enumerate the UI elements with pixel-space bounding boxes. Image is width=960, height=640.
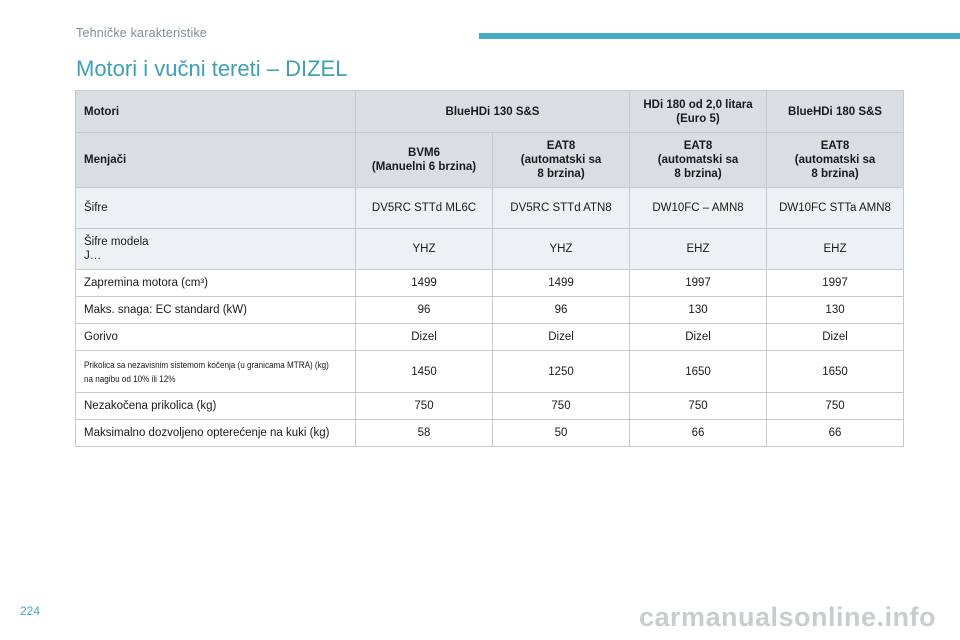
row-label-line: Prikolica sa nezavisnim sistemom kočenja (u granicama MTRA) (kg) [84,359,329,370]
row-label-line: na nagibu od 10% ili 12% [84,373,176,384]
table-row-kuka [76,420,904,447]
table-cell: 1997 [630,270,767,297]
table-cell: EHZ [767,229,904,270]
table-row-prikolica-kocena [76,351,904,393]
table-cell: 96 [356,297,493,324]
gearbox-line: 8 brzina) [674,168,722,180]
section-label: Tehničke karakteristike [76,26,208,40]
table-cell: 1499 [356,270,493,297]
row-label [76,351,356,393]
table-cell: 130 [630,297,767,324]
gearbox-line: (automatski sa [657,154,739,166]
table-cell: 1250 [493,351,630,393]
table-cell: 750 [356,393,493,420]
gearbox-line: 8 brzina) [537,168,585,180]
table-cell: 750 [630,393,767,420]
page-number: 224 [20,604,41,618]
page-title: Motori i vučni tereti – DIZEL [76,56,348,81]
table-cell: 1650 [630,351,767,393]
row-label: Menjači [76,133,356,188]
table-cell: DV5RC STTd ML6C [356,188,493,229]
header-cell-hdi-180 [630,91,767,133]
table-cell: 1650 [767,351,904,393]
table-row-nezakocena [76,393,904,420]
row-label-line: J… [84,250,102,262]
table-cell: 750 [767,393,904,420]
gearbox-line: EAT8 [546,140,576,152]
table-header-row [76,91,904,133]
table-cell: Dizel [630,324,767,351]
engine-spec-table [75,90,904,447]
gearbox-line: BVM6 [408,147,440,159]
header-cell-line: (Euro 5) [676,112,720,125]
accent-bar [479,33,960,39]
header-cell-bluehdi-180: BlueHDi 180 S&S [767,91,904,133]
table-row-sifre-modela [76,229,904,270]
gearbox-cell [767,133,904,188]
table-cell: 1997 [767,270,904,297]
header-cell-line: HDi 180 od 2,0 litara [643,98,753,111]
table-row-zapremina [76,270,904,297]
table-row-sifre [76,188,904,229]
table-cell: Dizel [493,324,630,351]
row-label: Nezakočena prikolica (kg) [76,393,356,420]
table-cell: Dizel [356,324,493,351]
table-cell: DV5RC STTd ATN8 [493,188,630,229]
table-cell: Dizel [767,324,904,351]
gearbox-line: EAT8 [820,140,850,152]
table-cell: DW10FC – AMN8 [630,188,767,229]
gearbox-line: (Manuelni 6 brzina) [371,161,477,173]
table-cell: 66 [767,420,904,447]
table-cell: 66 [630,420,767,447]
table-row-menjaci [76,133,904,188]
gearbox-cell [356,133,493,188]
gearbox-line: (automatski sa [520,154,602,166]
watermark: carmanualsonline.info [638,602,936,632]
table-cell: 58 [356,420,493,447]
gearbox-line: 8 brzina) [811,168,859,180]
table-cell: YHZ [493,229,630,270]
table-cell: 1499 [493,270,630,297]
table-cell: 130 [767,297,904,324]
header-cell-motori: Motori [76,91,356,133]
table-cell: 96 [493,297,630,324]
table-cell: DW10FC STTa AMN8 [767,188,904,229]
table-cell: 50 [493,420,630,447]
table-cell: EHZ [630,229,767,270]
row-label: Zapremina motora (cm³) [76,270,356,297]
table-cell: YHZ [356,229,493,270]
table-cell: 1450 [356,351,493,393]
gearbox-line: EAT8 [683,140,713,152]
row-label: Maks. snaga: EC standard (kW) [76,297,356,324]
gearbox-cell [493,133,630,188]
gearbox-cell [630,133,767,188]
table-row-snaga [76,297,904,324]
table-cell: 750 [493,393,630,420]
gearbox-line: (automatski sa [794,154,876,166]
row-label: Šifre [76,188,356,229]
header-cell-bluehdi-130: BlueHDi 130 S&S [356,91,630,133]
row-label: Gorivo [76,324,356,351]
row-label: Maksimalno dozvoljeno opterećenje na kuki (kg) [76,420,356,447]
row-label-line: Šifre modela [84,236,149,248]
row-label [76,229,356,270]
table-row-gorivo [76,324,904,351]
